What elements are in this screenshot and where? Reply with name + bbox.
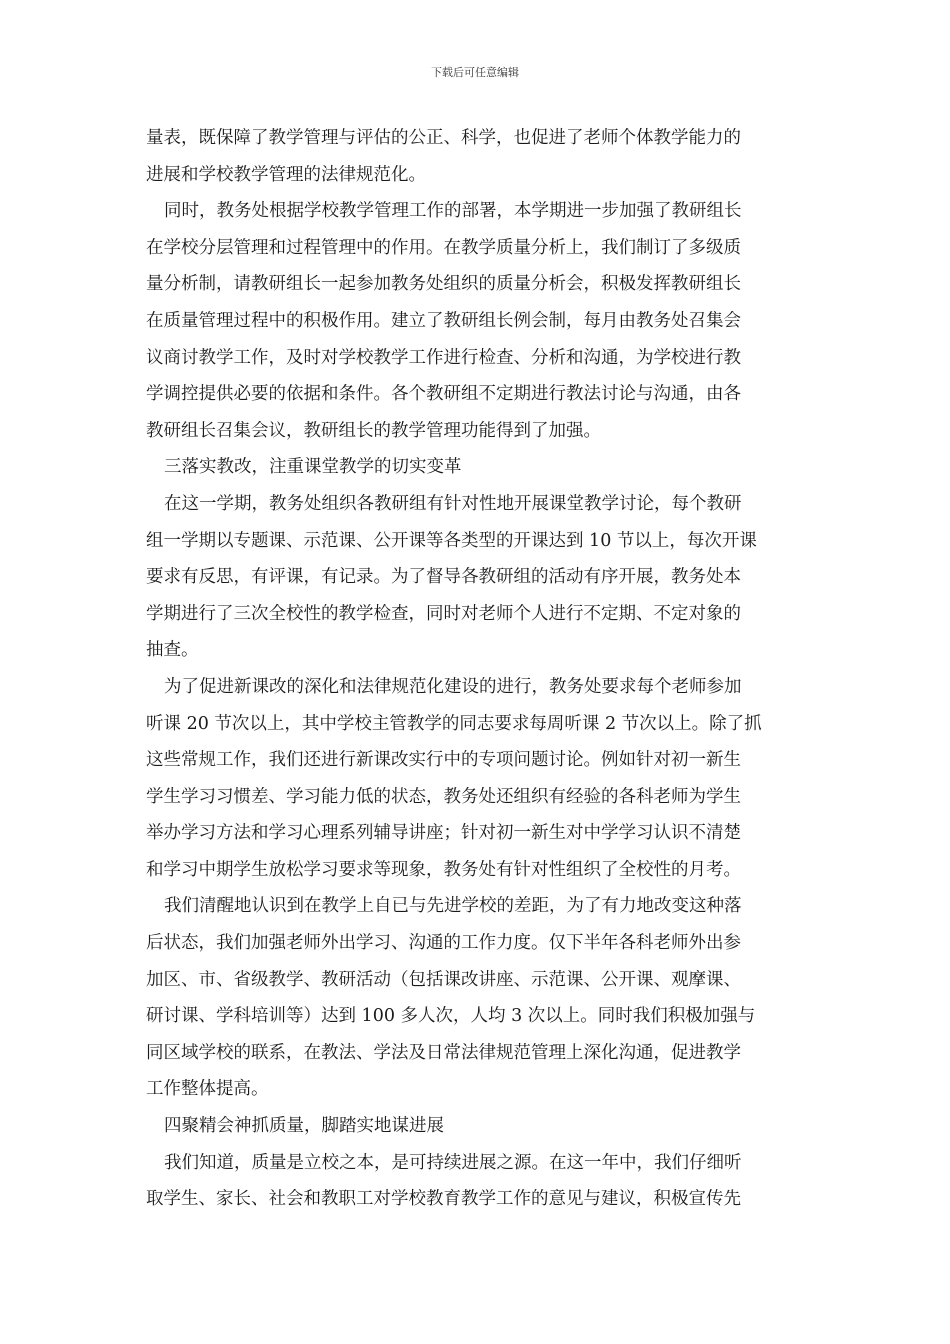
text-line: 在质量管理过程中的积极作用。建立了教研组长例会制，每月由教务处召集会 <box>146 310 741 331</box>
text-line: 学调控提供必要的依据和条件。各个教研组不定期进行教法讨论与沟通，由各 <box>146 384 741 405</box>
text-line: 四聚精会神抓质量，脚踏实地谋进展 <box>164 1116 444 1137</box>
text-line: 后状态，我们加强老师外出学习、沟通的工作力度。仅下半年各科老师外出参 <box>146 933 741 954</box>
text-line: 取学生、家长、社会和教职工对学校教育教学工作的意见与建议，积极宣传先 <box>146 1189 741 1210</box>
text-line: 加区、市、省级教学、教研活动（包括课改讲座、示范课、公开课、观摩课、 <box>146 969 741 990</box>
text-line: 同区域学校的联系，在教法、学法及日常法律规范管理上深化沟通，促进教学 <box>146 1042 741 1063</box>
text-line: 举办学习方法和学习心理系列辅导讲座；针对初一新生对中学学习认识不清楚 <box>146 823 741 844</box>
document-body <box>146 120 808 1218</box>
text-line: 听课 20 节次以上，其中学校主管教学的同志要求每周听课 2 节次以上。除了抓 <box>146 713 762 734</box>
page-header: 下载后可任意编辑 <box>431 66 519 79</box>
text-line: 我们知道，质量是立校之本，是可持续进展之源。在这一年中，我们仔细听 <box>164 1152 742 1173</box>
text-line: 教研组长召集会议，教研组长的教学管理功能得到了加强。 <box>146 420 601 441</box>
text-line: 三落实教改，注重课堂教学的切实变革 <box>164 457 462 478</box>
text-line: 组一学期以专题课、示范课、公开课等各类型的开课达到 10 节以上，每次开课 <box>146 530 757 551</box>
text-line: 我们清醒地认识到在教学上自已与先进学校的差距，为了有力地改变这种落 <box>164 896 742 917</box>
text-line: 同时，教务处根据学校教学管理工作的部署，本学期进一步加强了教研组长 <box>164 201 742 222</box>
text-line: 进展和学校教学管理的法律规范化。 <box>146 164 426 185</box>
text-line: 学生学习习惯差、学习能力低的状态，教务处还组织有经验的各科老师为学生 <box>146 786 741 807</box>
text-line: 议商讨教学工作，及时对学校教学工作进行检查、分析和沟通，为学校进行教 <box>146 347 741 368</box>
text-line: 抽查。 <box>146 640 199 661</box>
text-line: 在学校分层管理和过程管理中的作用。在教学质量分析上，我们制订了多级质 <box>146 237 741 258</box>
text-line: 量表，既保障了教学管理与评估的公正、科学，也促进了老师个体教学能力的 <box>146 128 741 148</box>
text-line: 量分析制，请教研组长一起参加教务处组织的质量分析会，积极发挥教研组长 <box>146 274 741 295</box>
text-line: 为了促进新课改的深化和法律规范化建设的进行，教务处要求每个老师参加 <box>164 676 742 697</box>
text-line: 这些常规工作，我们还进行新课改实行中的专项问题讨论。例如针对初一新生 <box>146 750 741 771</box>
text-line: 研讨课、学科培训等）达到 100 多人次，人均 3 次以上。同时我们积极加强与 <box>146 1006 756 1027</box>
text-line: 在这一学期，教务处组织各教研组有针对性地开展课堂教学讨论，每个教研 <box>164 493 742 514</box>
text-line: 工作整体提高。 <box>146 1079 269 1100</box>
text-line: 学期进行了三次全校性的教学检查，同时对老师个人进行不定期、不定对象的 <box>146 603 741 624</box>
text-line: 要求有反思，有评课，有记录。为了督导各教研组的活动有序开展，教务处本 <box>146 567 741 588</box>
text-line: 和学习中期学生放松学习要求等现象，教务处有针对性组织了全校性的月考。 <box>146 859 741 880</box>
